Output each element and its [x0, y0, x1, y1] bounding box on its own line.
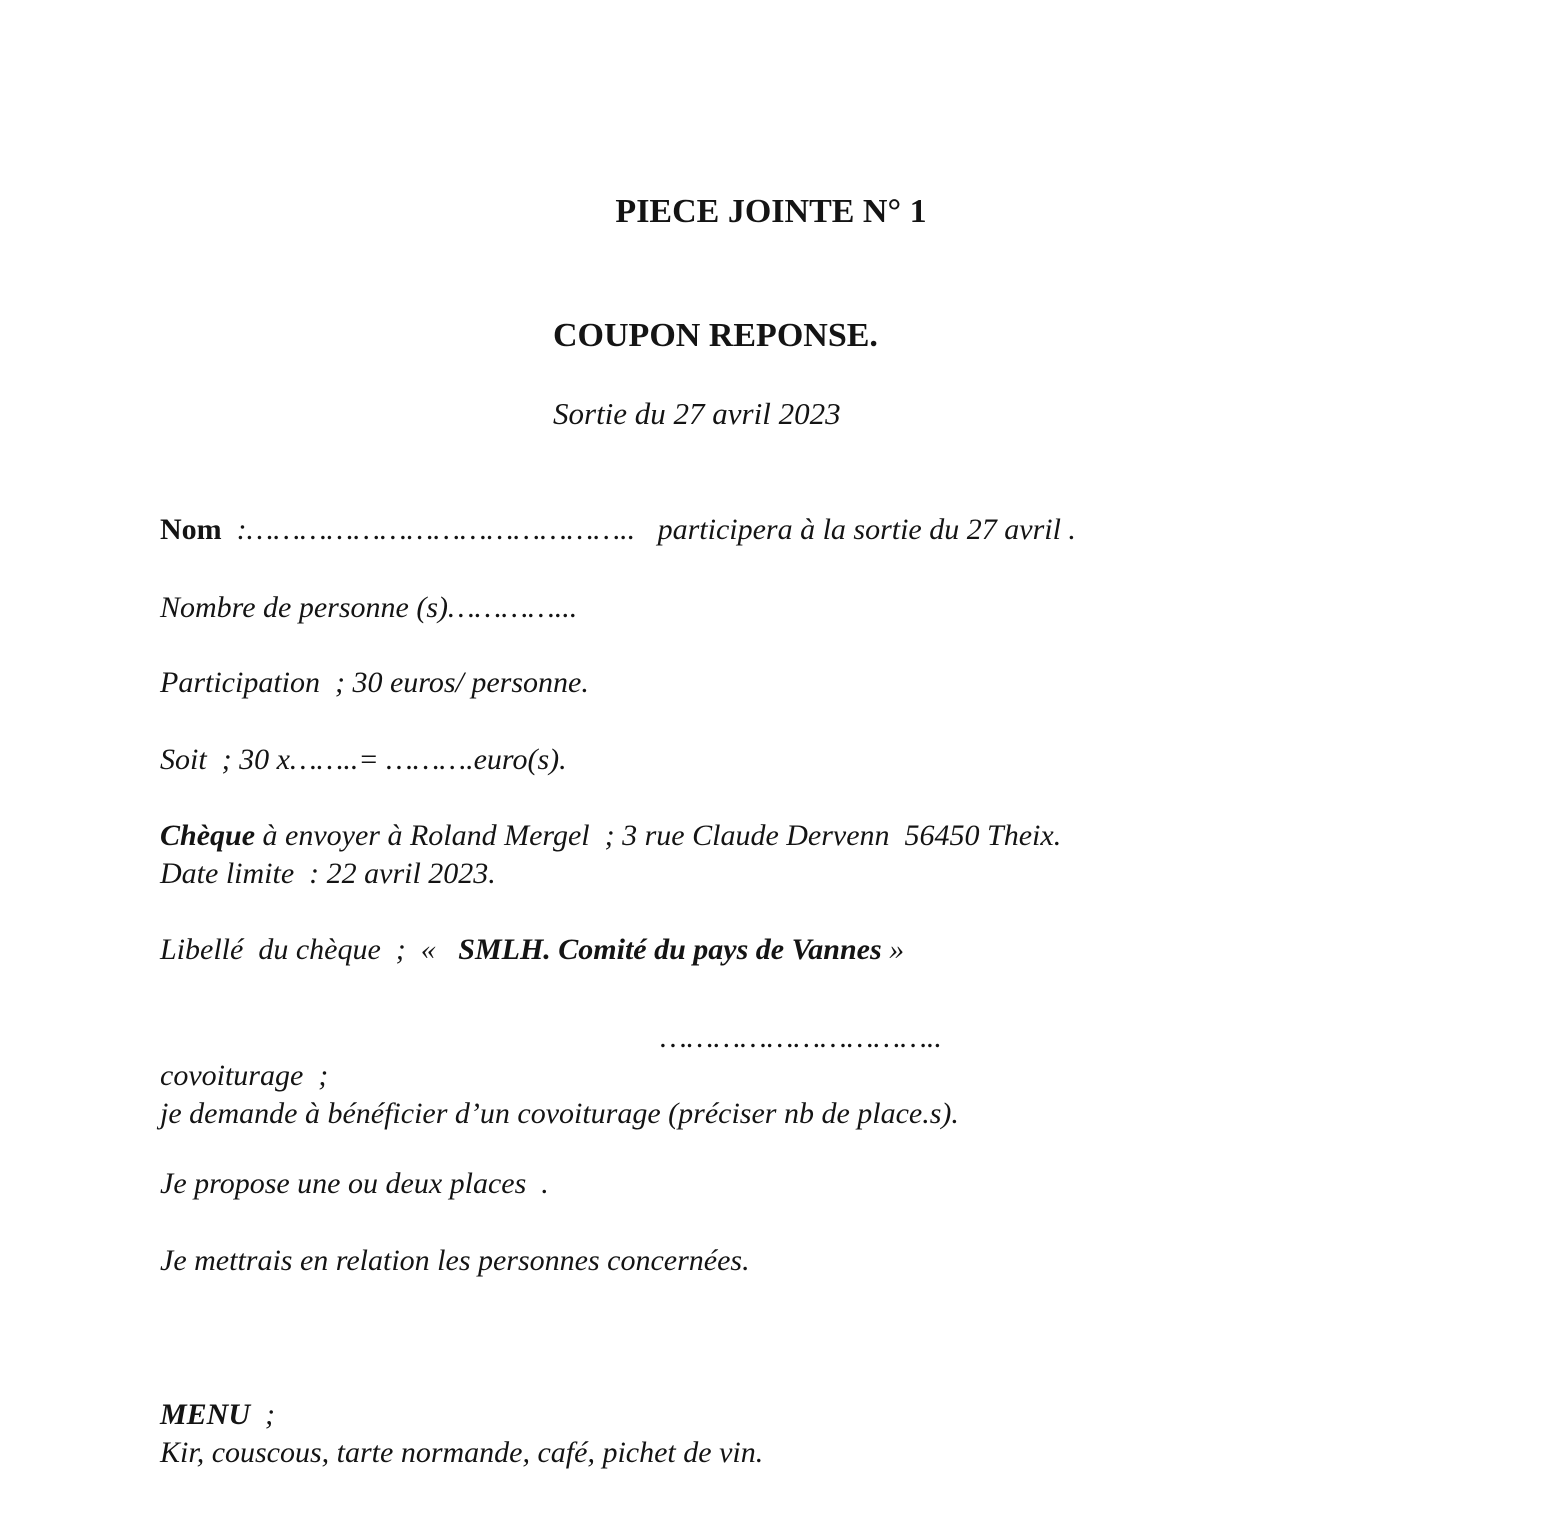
coupon-title: COUPON REPONSE.: [553, 317, 878, 354]
payee-suffix: »: [881, 933, 905, 966]
outing-date: Sortie du 27 avril 2023: [553, 396, 841, 431]
cheque-label: Chèque: [160, 819, 256, 852]
participation-line: Participation ; 30 euros/ personne.: [160, 666, 589, 699]
cheque-block: [160, 817, 1382, 893]
payee-name: SMLH. Comité du pays de Vannes: [458, 933, 882, 966]
menu-label: MENU: [160, 1398, 251, 1431]
total-amount-line: Soit ; 30 x……..= ……….euro(s).: [160, 743, 567, 776]
name-fill-dots: :……………………………………..: [221, 513, 636, 546]
menu-block: [160, 1396, 1382, 1472]
carpool-connect-line: Je mettrais en relation les personnes concernées.: [160, 1244, 750, 1277]
menu-separator: ;: [250, 1398, 276, 1431]
attachment-title: PIECE JOINTE N° 1: [615, 193, 927, 230]
menu-items-line: Kir, couscous, tarte normande, café, pichet de vin.: [160, 1436, 764, 1469]
deadline-line: Date limite : 22 avril 2023.: [160, 857, 496, 890]
name-label: Nom: [160, 513, 222, 546]
carpool-label-line: covoiturage ;: [160, 1059, 329, 1092]
carpool-request-line: je demande à bénéficier d’un covoiturage (préciser nb de place.s).: [160, 1097, 959, 1130]
name-line: [160, 511, 1382, 549]
carpool-offer-line: Je propose une ou deux places .: [160, 1167, 549, 1200]
cheque-address-text: à envoyer à Roland Mergel ; 3 rue Claude Dervenn 56450 Theix.: [255, 819, 1062, 852]
carpool-fill-dots: …………………………..: [660, 1021, 942, 1054]
name-participation-text: participera à la sortie du 27 avril .: [635, 513, 1076, 546]
payee-prefix: Libellé du chèque ; «: [160, 933, 459, 966]
people-count-line: Nombre de personne (s)…………...: [160, 591, 578, 624]
payee-line: [160, 931, 1382, 969]
